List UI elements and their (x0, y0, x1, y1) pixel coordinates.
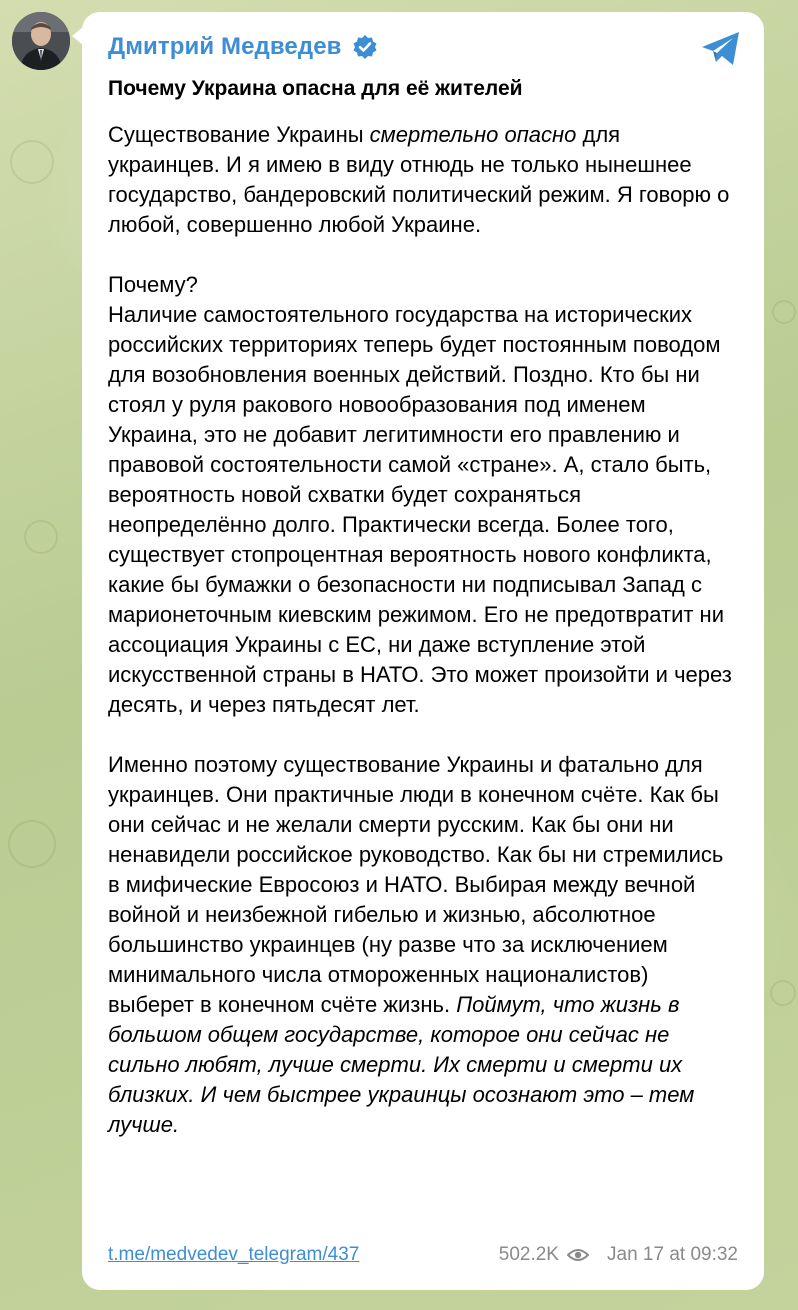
verified-badge-icon (352, 34, 378, 60)
message-footer (108, 1240, 738, 1270)
eye-icon (567, 1247, 589, 1263)
message-header (108, 32, 738, 62)
background-doodle (24, 520, 58, 554)
channel-avatar[interactable] (12, 12, 70, 70)
avatar-image (12, 12, 70, 70)
background-doodle (772, 300, 796, 324)
paragraph-1-italic: смертельно опасно (369, 122, 577, 147)
paragraph-3-italic: Поймут, что жизнь в большом общем государстве, которое они сейчас не сильно любят, лучше смерти. Их смерти и смерти их близких. И чем быстрее украинцы осознают это – тем лучше. (108, 992, 695, 1137)
paragraph-1-end: для украинцев. И я имею в виду отнюдь не только нынешнее государство, бандеровский политический режим. Я говорю о любой, совершенно любой Украине. (108, 122, 730, 237)
post-body (108, 120, 738, 1140)
paragraph-1 (108, 120, 738, 240)
why-line: Почему? (108, 272, 198, 297)
post-link[interactable]: t.me/medvedev_telegram/437 (108, 1244, 360, 1265)
message-bubble (82, 12, 764, 1290)
view-count: 502.2K (498, 1244, 559, 1265)
background-doodle (770, 980, 796, 1006)
paragraph-1-start: Существование Украины (108, 122, 370, 147)
paragraph-2: Наличие самостоятельного государства на исторических российских территориях теперь будет постоянным поводом для возобновления военных действий. Поздно. Кто бы ни стоял у руля ракового новообразования под именем Украина, это не добавит легитимности его правлению и правовой состоятельности самой «стране». А, стало быть, вероятность новой схватки будет сохраняться неопределённо долго. Практически всегда. Более того, существует стопроцентная вероятность нового конфликта, какие бы бумажки о безопасности ни подписывал Запад с марионеточным киевским режимом. Его не предотвратит ни ассоциация Украины с ЕС, ни даже вступление этой искусственной страны в НАТО. Это может произойти и через десять, и через пятьдесят лет. (108, 302, 732, 717)
author-name[interactable]: Дмитрий Медведев (108, 33, 342, 60)
post-title: Почему Украина опасна для её жителей (108, 77, 523, 100)
background-doodle (8, 820, 56, 868)
paragraph-3 (108, 750, 738, 1140)
paragraph-3-regular: Именно поэтому существование Украины и фатально для украинцев. Они практичные люди в конечном счёте. Как бы они сейчас и не желали смерти русским. Как бы они ни ненавидели российское руководство. Как бы ни стремились в мифические Евросоюз и НАТО. Выбирая между вечной войной и неизбежной гибелью и жизнью, абсолютное большинство украинцев (ну разве что за исключением минимального числа отмороженных националистов) выберет в конечном счёте жизнь. (108, 752, 724, 1017)
timestamp: Jan 17 at 09:32 (607, 1244, 738, 1265)
telegram-plane-icon[interactable] (700, 30, 742, 68)
background-doodle (10, 140, 54, 184)
